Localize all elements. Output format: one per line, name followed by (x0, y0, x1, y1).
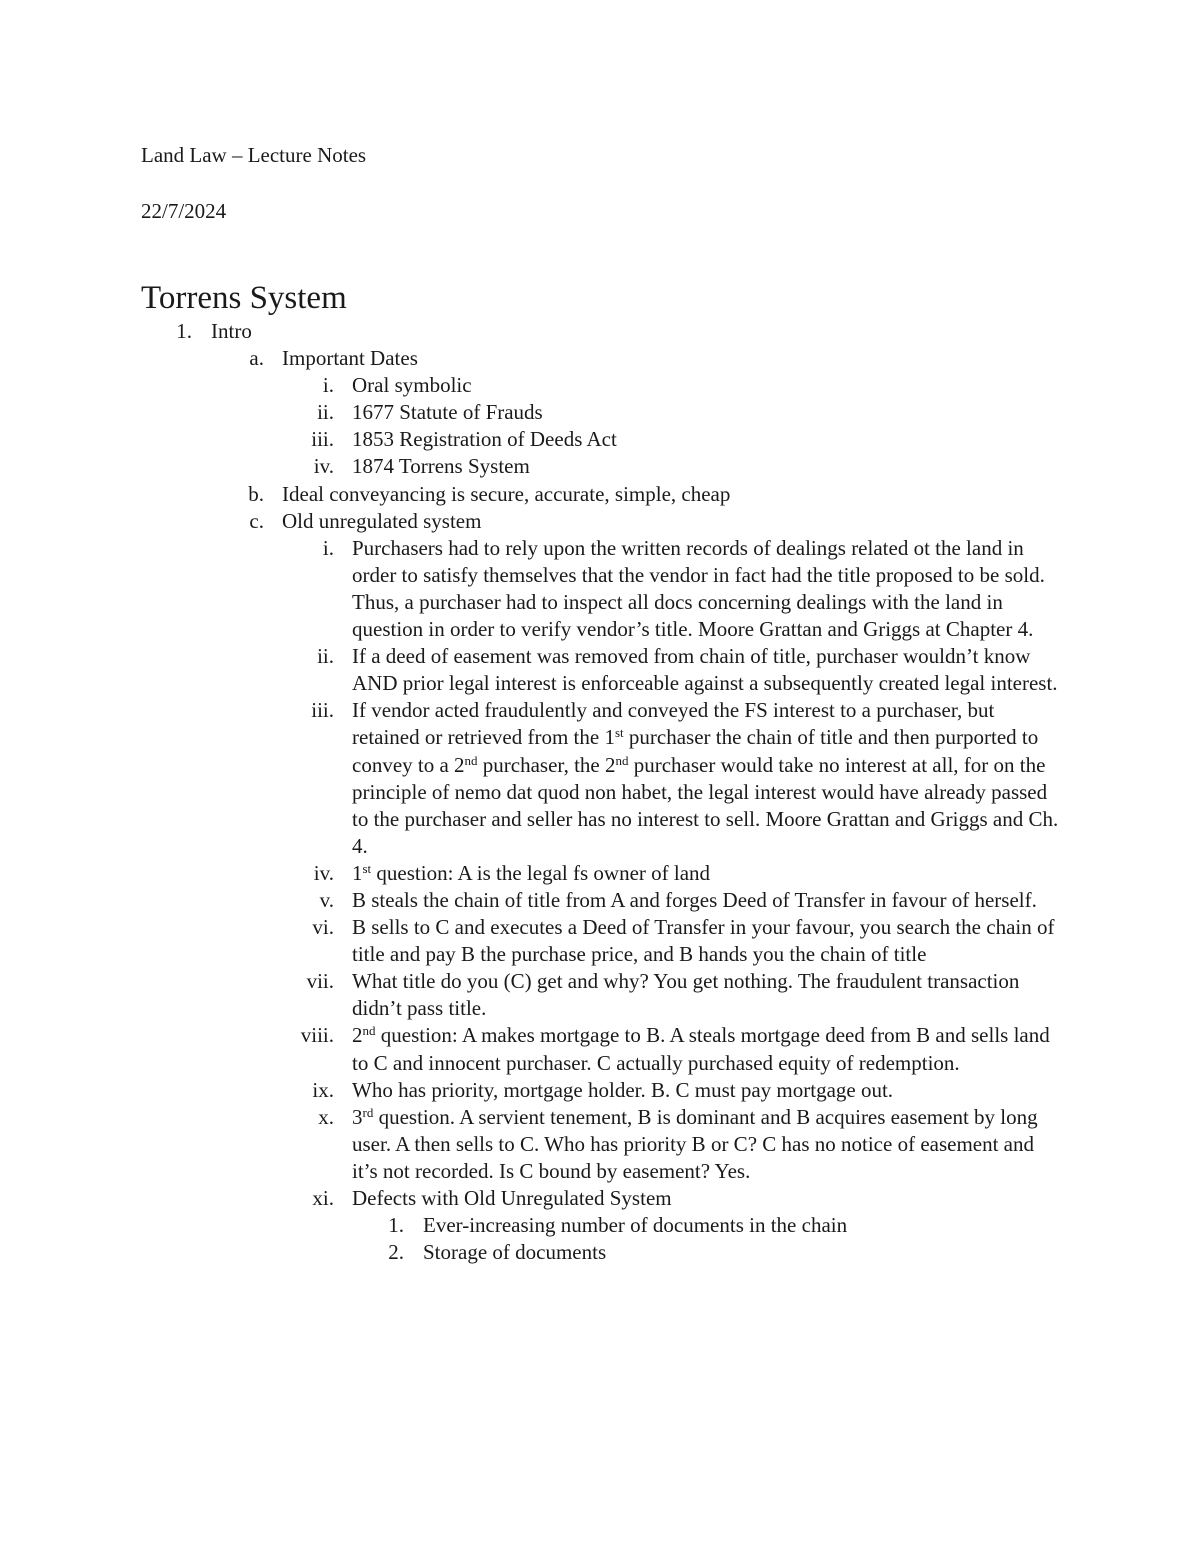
list-item (0, 508, 1200, 535)
list-item (0, 372, 1200, 399)
list-item (0, 1022, 1200, 1076)
list-item (0, 1239, 1200, 1266)
list-item (0, 399, 1200, 426)
list-item-text: 1853 Registration of Deeds Act (352, 427, 617, 452)
list-item-text: Oral symbolic (352, 373, 472, 398)
list-item-text: Storage of documents (423, 1240, 607, 1265)
list-marker: vii. (306, 969, 334, 994)
list-item (0, 453, 1200, 480)
list-marker: b. (248, 481, 264, 506)
list-item-text: Purchasers had to rely upon the written records of dealings related ot the land in order to satisfy themselves that the vendor in fact had the title proposed to be sold. Thus, a purchaser had to inspect all docs concerning dealings with the land in question in order to verify vendor’s title. Moore Grattan and Griggs at Chapter 4. (352, 535, 1045, 642)
list-marker: iii. (311, 427, 334, 452)
list-item-text: Important Dates (282, 346, 418, 371)
list-item (0, 318, 1200, 345)
list-marker: 1. (176, 319, 192, 343)
list-item-text: Old unregulated system (282, 508, 482, 533)
list-item (0, 887, 1200, 914)
list-item-text: Ever-increasing number of documents in the chain (423, 1213, 848, 1238)
list-item-text: 1677 Statute of Frauds (352, 400, 543, 425)
list-marker: v. (319, 887, 334, 912)
list-item-text: What title do you (C) get and why? You get nothing. The fraudulent transaction didn’t pass title. (352, 969, 1020, 1021)
list-item-text: Defects with Old Unregulated System (352, 1186, 672, 1210)
list-marker: vi. (312, 915, 334, 940)
list-item (0, 535, 1200, 643)
list-item (0, 968, 1200, 1022)
list-item-text: Intro (211, 319, 252, 343)
list-marker: iv. (313, 454, 334, 479)
list-marker: x. (318, 1104, 334, 1129)
list-marker: ii. (317, 644, 334, 669)
list-marker: viii. (300, 1023, 334, 1048)
list-item (0, 697, 1200, 860)
list-item-text: B steals the chain of title from A and forges Deed of Transfer in favour of herself. (352, 887, 1037, 912)
list-marker: i. (322, 373, 334, 398)
list-item (0, 860, 1200, 887)
list-marker: xi. (312, 1186, 334, 1210)
list-marker: 1. (388, 1213, 404, 1238)
list-marker: 2. (388, 1240, 404, 1265)
list-item-text: 2nd question: A makes mortgage to B. A steals mortgage deed from B and sells land to C and innocent purchaser. C actually purchased equity of redemption. (352, 1023, 1050, 1075)
list-marker: a. (249, 346, 264, 371)
list-item-text: B sells to C and executes a Deed of Transfer in your favour, you search the chain of title and pay B the purchase price, and B hands you the chain of title (352, 915, 1055, 967)
list-marker: c. (249, 508, 264, 533)
document-title: Land Law – Lecture Notes (141, 143, 367, 167)
list-marker: iv. (313, 860, 334, 885)
list-marker: ix. (312, 1077, 334, 1102)
section-heading: Torrens System (141, 280, 347, 316)
list-item (0, 914, 1200, 968)
list-item-text: 1st question: A is the legal fs owner of land (352, 860, 711, 885)
list-item (0, 1185, 1200, 1212)
list-marker: iii. (311, 698, 334, 723)
list-item (0, 481, 1200, 508)
list-item-text: Ideal conveyancing is secure, accurate, simple, cheap (282, 481, 731, 506)
list-item-text: Who has priority, mortgage holder. B. C must pay mortgage out. (352, 1077, 894, 1102)
list-item-text: If a deed of easement was removed from chain of title, purchaser wouldn’t know AND prior legal interest is enforceable against a subsequently created legal interest. (352, 644, 1058, 696)
list-item (0, 426, 1200, 453)
list-item-text: 3rd question. A servient tenement, B is dominant and B acquires easement by long user. A then sells to C. Who has priority B or C? C has no notice of easement and it’s not recorded. Is C bound by easement? Yes. (352, 1104, 1038, 1183)
list-item (0, 1077, 1200, 1104)
list-item-text: If vendor acted fraudulently and conveyed the FS interest to a purchaser, but retained or retrieved from the 1st purchaser the chain of title and then purported to convey to a 2nd purchaser, the 2nd purchaser would take no interest at all, for on the principle of nemo dat quod non habet, the legal interest would have already passed to the purchaser and seller has no interest to sell. Moore Grattan and Griggs and Ch. 4. (352, 698, 1059, 858)
list-item (0, 1104, 1200, 1185)
list-marker: ii. (317, 400, 334, 425)
document-date: 22/7/2024 (141, 199, 227, 223)
list-item (0, 1212, 1200, 1239)
list-item-text: 1874 Torrens System (352, 454, 530, 479)
list-item (0, 345, 1200, 372)
list-item (0, 643, 1200, 697)
outline-list (0, 318, 1200, 1266)
list-marker: i. (322, 535, 334, 560)
